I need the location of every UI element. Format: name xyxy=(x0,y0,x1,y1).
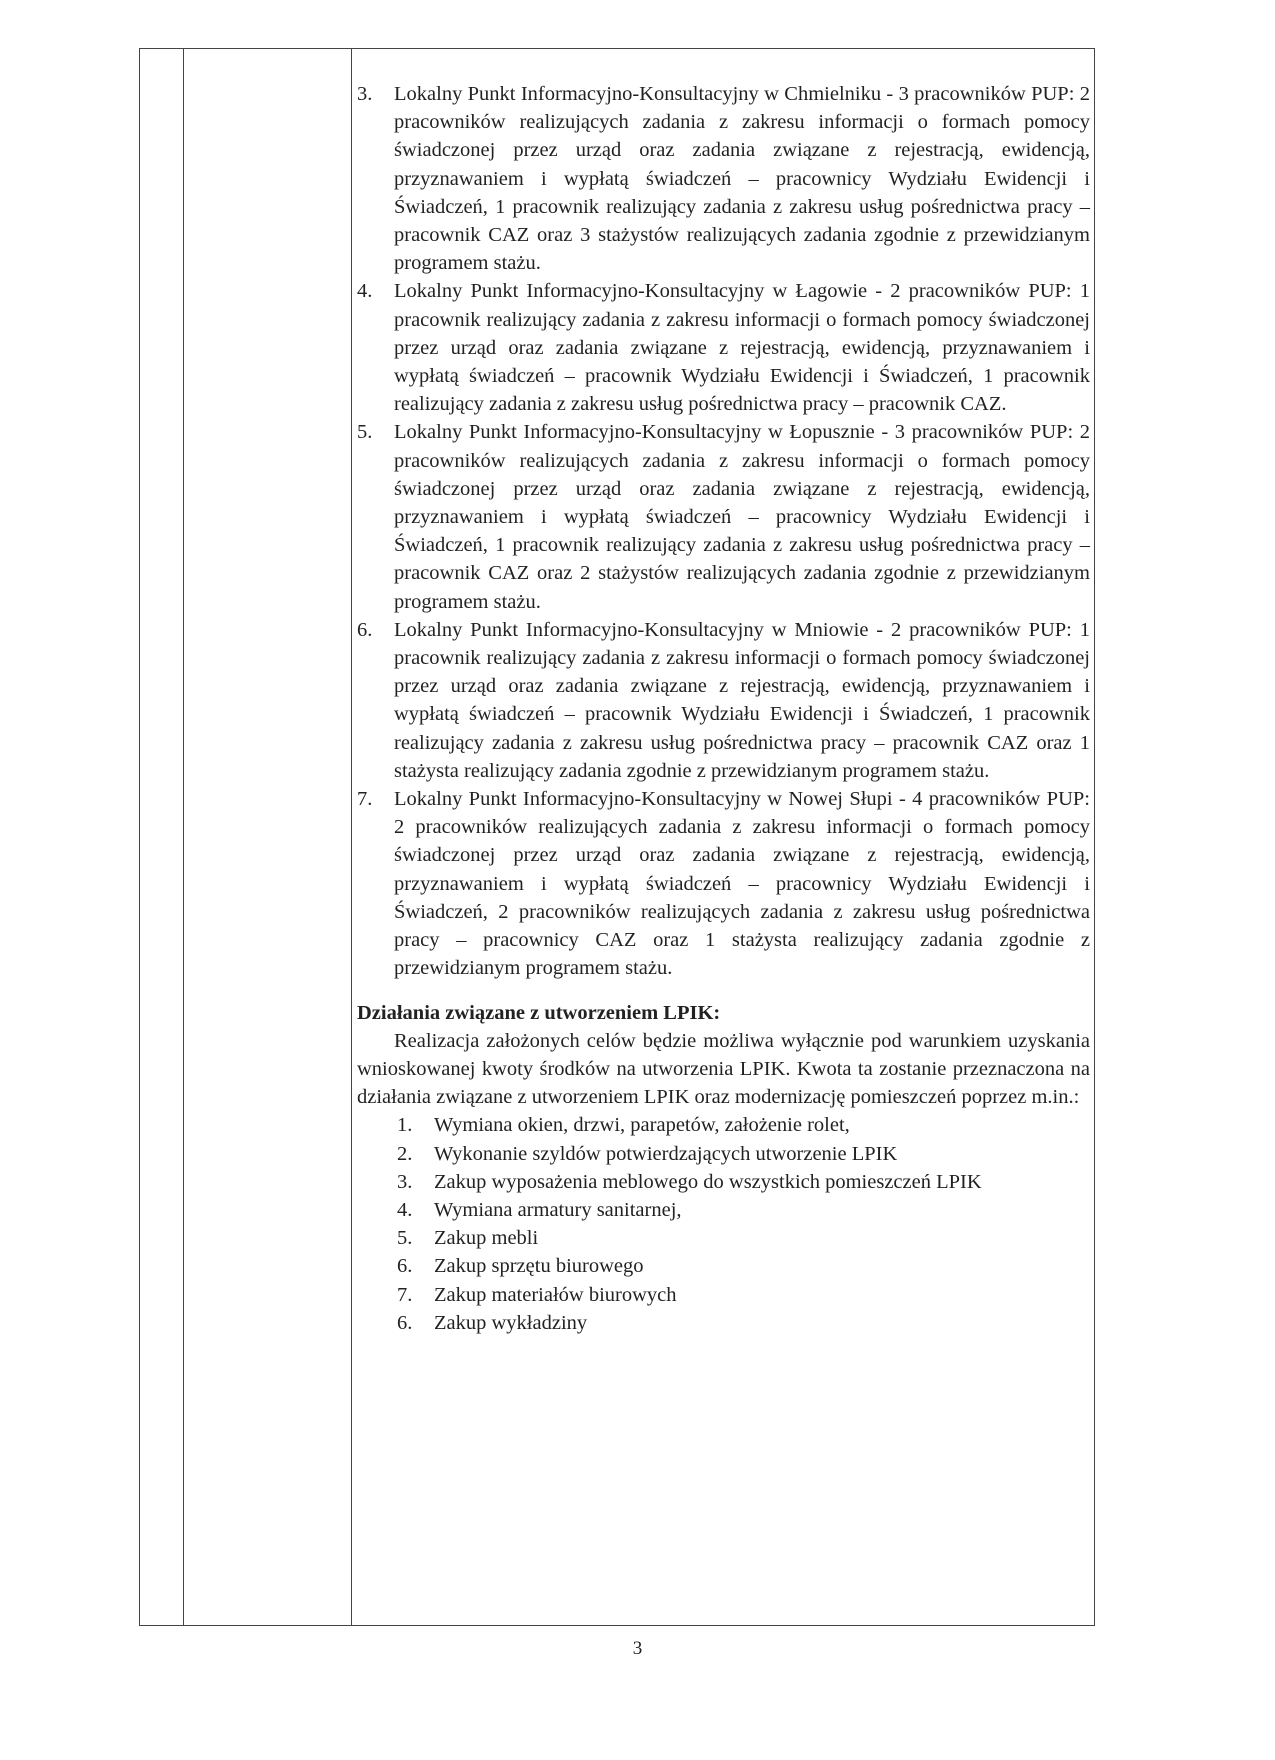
list-item xyxy=(357,785,1090,982)
list-item-text: Lokalny Punkt Informacyjno-Konsultacyjny w Chmielniku - 3 pracowników PUP: 2 pracowników realizujących zadania z zakresu informacji o formach pomocy świadczonej przez urząd oraz zadania związane z rejestracją, ewidencją, przyznawaniem i wypłatą świadczeń – pracownicy Wydziału Ewidencji i Świadczeń, 1 pracownik realizujący zadania z zakresu usług pośrednictwa pracy – pracownik CAZ oraz 3 stażystów realizujących zadania zgodnie z przewidzianym programem stażu. xyxy=(394,83,1090,275)
list-item-number: 4. xyxy=(357,280,373,303)
list-item-text: Zakup materiałów biurowych xyxy=(434,1283,677,1306)
list-item-text: Zakup wyposażenia meblowego do wszystkich pomieszczeń LPIK xyxy=(434,1170,982,1193)
actions-list xyxy=(357,1111,1090,1337)
column-divider xyxy=(183,49,184,1625)
list-item xyxy=(357,616,1090,785)
lpik-locations-list xyxy=(357,80,1090,983)
section-paragraph: Realizacja założonych celów będzie możliwa wyłącznie pod warunkiem uzyskania wnioskowanej kwoty środków na utworzenia LPIK. Kwota ta zostanie przeznaczona na działania związane z utworzeniem LPIK oraz modernizację pomieszczeń poprzez m.in.: xyxy=(357,1029,1090,1109)
section-heading: Działania związane z utworzeniem LPIK: xyxy=(357,1001,721,1024)
list-item xyxy=(397,1224,1090,1252)
list-item-text: Wymiana okien, drzwi, parapetów, założenie rolet, xyxy=(434,1114,850,1137)
column-divider xyxy=(351,49,352,1625)
list-item xyxy=(397,1281,1090,1309)
list-item-text: Lokalny Punkt Informacyjno-Konsultacyjny w Mniowie - 2 pracowników PUP: 1 pracownik realizujący zadania z zakresu informacji o formach pomocy świadczonej przez urząd oraz zadania związane z rejestracją, ewidencją, przyznawaniem i wypłatą świadczeń – pracownik Wydziału Ewidencji i Świadczeń, 1 pracownik realizujący zadania z zakresu usług pośrednictwa pracy – pracownik CAZ oraz 1 stażysta realizujący zadania zgodnie z przewidzianym programem stażu. xyxy=(394,618,1090,782)
list-item-number: 4. xyxy=(397,1198,413,1221)
list-item-number: 6. xyxy=(397,1255,413,1278)
list-item-text: Zakup mebli xyxy=(434,1227,539,1250)
list-item-text: Zakup sprzętu biurowego xyxy=(434,1255,644,1278)
list-item-number: 5. xyxy=(397,1227,413,1250)
list-item-text: Lokalny Punkt Informacyjno-Konsultacyjny w Łagowie - 2 pracowników PUP: 1 pracownik realizujący zadania z zakresu informacji o formach pomocy świadczonej przez urząd oraz zadania związane z rejestracją, ewidencją, przyznawaniem i wypłatą świadczeń – pracownik Wydziału Ewidencji i Świadczeń, 1 pracownik realizujący zadania z zakresu usług pośrednictwa pracy – pracownik CAZ. xyxy=(394,280,1090,416)
list-item-number: 3. xyxy=(397,1170,413,1193)
list-item-number: 1. xyxy=(397,1114,413,1137)
list-item-number: 6. xyxy=(397,1311,413,1334)
list-item xyxy=(397,1309,1090,1337)
list-item-text: Zakup wykładziny xyxy=(434,1311,588,1334)
list-item-number: 5. xyxy=(357,421,373,444)
list-item-number: 3. xyxy=(357,83,373,105)
table-cell-content xyxy=(357,80,1090,1337)
list-item-number: 7. xyxy=(397,1283,413,1306)
list-item xyxy=(357,80,1090,277)
list-item-text: Lokalny Punkt Informacyjno-Konsultacyjny w Łopusznie - 3 pracowników PUP: 2 pracowników realizujących zadania z zakresu informacji o formach pomocy świadczonej przez urząd oraz zadania związane z rejestracją, ewidencją, przyznawaniem i wypłatą świadczeń – pracownicy Wydziału Ewidencji i Świadczeń, 1 pracownik realizujący zadania z zakresu usług pośrednictwa pracy – pracownik CAZ oraz 2 stażystów realizujących zadania zgodnie z przewidzianym programem stażu. xyxy=(394,421,1090,613)
page-number: 3 xyxy=(632,1638,643,1659)
list-item-text: Lokalny Punkt Informacyjno-Konsultacyjny w Nowej Słupi - 4 pracowników PUP: 2 pracowników realizujących zadania z zakresu informacji o formach pomocy świadczonej przez urząd oraz zadania związane z rejestracją, ewidencją, przyznawaniem i wypłatą świadczeń – pracownicy Wydziału Ewidencji i Świadczeń, 2 pracowników realizujących zadania z zakresu usług pośrednictwa pracy – pracownicy CAZ oraz 1 stażysta realizujący zadania zgodnie z przewidzianym programem stażu. xyxy=(394,788,1090,980)
list-item xyxy=(397,1252,1090,1280)
list-item xyxy=(397,1196,1090,1224)
list-item-number: 6. xyxy=(357,618,373,641)
list-item-text: Wykonanie szyldów potwierdzających utworzenie LPIK xyxy=(434,1142,898,1165)
list-item xyxy=(357,418,1090,615)
list-item xyxy=(357,277,1090,418)
list-item-text: Wymiana armatury sanitarnej, xyxy=(434,1198,682,1221)
list-item-number: 7. xyxy=(357,788,373,811)
list-item xyxy=(397,1168,1090,1196)
list-item-number: 2. xyxy=(397,1142,413,1165)
list-item xyxy=(397,1140,1090,1168)
list-item xyxy=(397,1111,1090,1139)
